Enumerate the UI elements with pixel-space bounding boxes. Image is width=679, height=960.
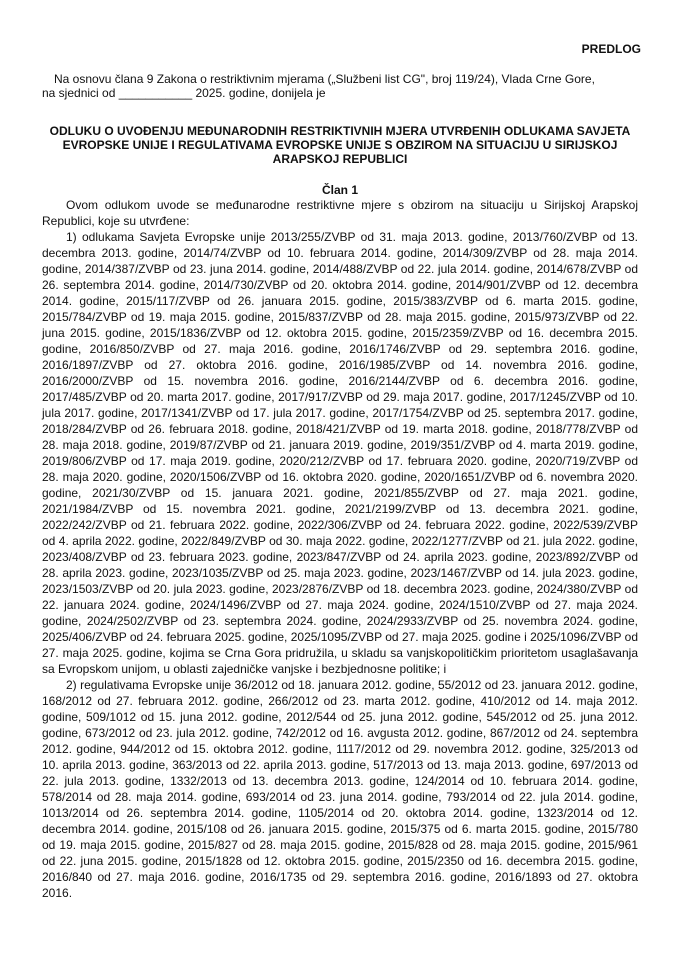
article-heading: Član 1 — [321, 183, 358, 197]
article-intro-paragraph: Ovom odlukom uvode se međunarodne restriktivne mjere s obzirom na situaciju u Sirijskoj Arapskoj Republici, koje su utvrđene: — [42, 198, 638, 228]
intro-paragraph — [42, 72, 638, 100]
draft-label: PREDLOG — [581, 42, 641, 56]
intro-line-2: na sjednici od ___________ 2025. godine, donijela je — [42, 86, 326, 100]
list-item-eu-regulations: 2) regulativama Evropske unije 36/2012 od 18. januara 2012. godine, 55/2012 od 23. januara 2012. godine, 168/2012 od 27. februara 2012. godine, 266/2012 od 23. marta 2012. godine, 410/2012 od 14. maja 2012. godine, 509/1012 od 15. juna 2012. godine, 2012/544 od 25. juna 2012. godine, 545/2012 od 25. juna 2012. godine, 673/2012 od 23. jula 2012. godine, 742/2012 od 16. avgusta 2012. godine, 867/2012 od 24. septembra 2012. godine, 944/2012 od 15. oktobra 2012. godine, 1117/2012 od 29. novembra 2012. godine, 325/2013 od 10. aprila 2013. godine, 363/2013 od 22. aprila 2013. godine, 517/2013 od 13. maja 2013. godine, 697/2013 od 22. jula 2013. godine, 1332/2013 od 13. decembra 2013. godine, 124/2014 od 10. februara 2014. godine, 578/2014 od 28. maja 2014. godine, 693/2014 od 23. juna 2014. godine, 793/2014 od 22. jula 2014. godine, 1013/2014 od 26. septembra 2014. godine, 1105/2014 od 20. oktobra 2014. godine, 1323/2014 od 12. decembra 2014. godine, 2015/108 od 26. januara 2015. godine, 2015/375 od 6. marta 2015. godine, 2015/780 od 19. maja 2015. godine, 2015/827 od 28. maja 2015. godine, 2015/828 od 28. maja 2015. godine, 2015/961 od 22. juna 2015. godine, 2015/1828 od 12. oktobra 2015. godine, 2015/2350 od 16. decembra 2015. godine, 2016/840 od 27. maja 2016. godine, 2016/1735 od 29. septembra 2016. godine, 2016/1893 od 27. oktobra 2016. — [42, 678, 638, 900]
decision-title: ODLUKU O UVOĐENJU MEĐUNARODNIH RESTRIKTIVNIH MJERA UTVRĐENIH ODLUKAMA SAVJETA EVROPSKE UNIJE I REGULATIVAMA EVROPSKE UNIJE S OBZIROM NA SITUACIJU U SIRIJSKOJ ARAPSKOJ REPUBLICI — [49, 124, 631, 166]
article-body — [42, 197, 638, 901]
intro-line-1: Na osnovu člana 9 Zakona o restriktivnim mjerama („Službeni list CG", broj 119/24), Vlada Crne Gore, — [54, 72, 595, 86]
list-item-council-decisions: 1) odlukama Savjeta Evropske unije 2013/255/ZVBP od 31. maja 2013. godine, 2013/760/ZVBP od 13. decembra 2013. godine, 2014/74/ZVBP od 10. februara 2014. godine, 2014/309/ZVBP od 28. maja 2014. godine, 2014/387/ZVBP od 23. juna 2014. godine, 2014/488/ZVBP od 22. jula 2014. godine, 2014/678/ZVBP od 26. septembra 2014. godine, 2014/730/ZVBP od 20. oktobra 2014. godine, 2014/901/ZVBP od 12. decembra 2014. godine, 2015/117/ZVBP od 26. januara 2015. godine, 2015/383/ZVBP od 6. marta 2015. godine, 2015/784/ZVBP od 19. maja 2015. godine, 2015/837/ZVBP od 28. maja 2015. godine, 2015/973/ZVBP od 22. juna 2015. godine, 2015/1836/ZVBP od 12. oktobra 2015. godine, 2015/2359/ZVBP od 16. decembra 2015. godine, 2016/850/ZVBP od 27. maja 2016. godine, 2016/1746/ZVBP od 29. septembra 2016. godine, 2016/1897/ZVBP od 27. oktobra 2016. godine, 2016/1985/ZVBP od 14. novembra 2016. godine, 2016/2000/ZVBP od 15. novembra 2016. godine, 2016/2144/ZVBP od 6. decembra 2016. godine, 2017/485/ZVBP od 20. marta 2017. godine, 2017/917/ZVBP od 29. maja 2017. godine, 2017/1245/ZVBP od 10. jula 2017. godine, 2017/1341/ZVBP od 17. jula 2017. godine, 2017/1754/ZVBP od 25. septembra 2017. godine, 2018/284/ZVBP od 26. februara 2018. godine, 2018/421/ZVBP od 19. marta 2018. godine, 2018/778/ZVBP od 28. maja 2018. godine, 2019/87/ZVBP od 21. januara 2019. godine, 2019/351/ZVBP od 4. marta 2019. godine, 2019/806/ZVBP od 17. maja 2019. godine, 2020/212/ZVBP od 17. februara 2020. godine, 2020/719/ZVBP od 28. maja 2020. godine, 2020/1506/ZVBP od 16. oktobra 2020. godine, 2020/1651/ZVBP od 6. novembra 2020. godine, 2021/30/ZVBP od 15. januara 2021. godine, 2021/855/ZVBP od 27. maja 2021. godine, 2021/1984/ZVBP od 15. novembra 2021. godine, 2021/2199/ZVBP od 13. decembra 2021. godine, 2022/242/ZVBP od 21. februara 2022. godine, 2022/306/ZVBP od 24. februara 2022. godine, 2022/539/ZVBP od 4. aprila 2022. godine, 2022/849/ZVBP od 30. maja 2022. godine, 2022/1277/ZVBP od 21. jula 2022. godine, 2023/408/ZVBP od 23. februara 2023. godine, 2023/847/ZVBP od 24. aprila 2023. godine, 2023/892/ZVBP od 28. aprila 2023. godine, 2023/1035/ZVBP od 25. maja 2023. godine, 2023/1467/ZVBP od 14. jula 2023. godine, 2023/1503/ZVBP od 20. jula 2023. godine, 2023/2876/ZVBP od 18. decembra 2023. godine, 2024/380/ZVBP od 22. januara 2024. godine, 2024/1496/ZVBP od 27. maja 2024. godine, 2024/1510/ZVBP od 27. maja 2024. godine, 2024/2502/ZVBP od 23. septembra 2024. godine, 2024/2933/ZVBP od 25. novembra 2024. godine, 2025/406/ZVBP od 24. februara 2025. godine, 2025/1095/ZVBP od 27. maja 2025. godine i 2025/1096/ZVBP od 27. maja 2025. godine, kojima se Crna Gora pridružila, u skladu sa vanjskopolitičkim prioritetom usaglašavanja sa Evropskom unijom, u oblasti zajedničke vanjske i bezbjednosne politike; i — [42, 230, 638, 676]
